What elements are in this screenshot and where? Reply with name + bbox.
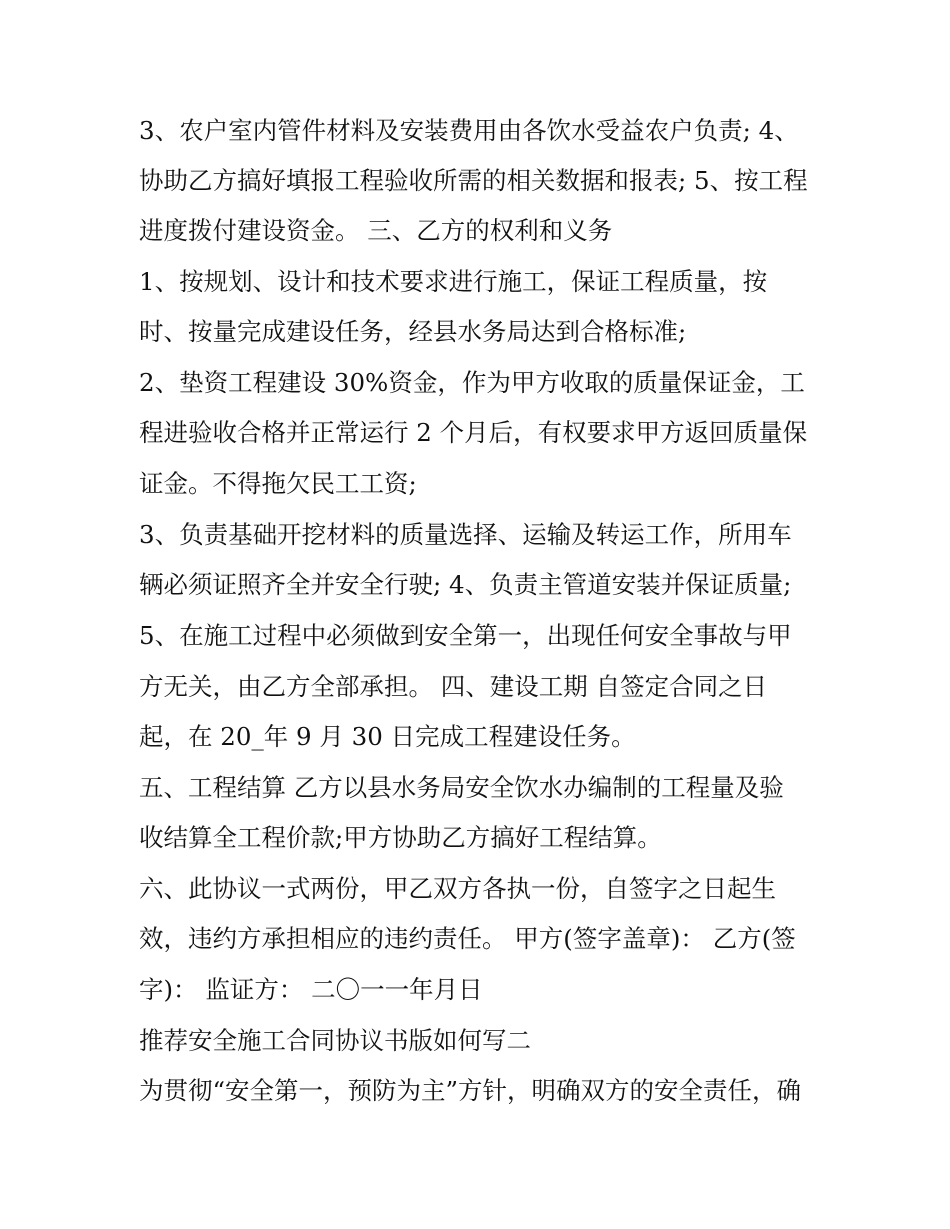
text-line: 字)： 监证方： 二〇一一年月日 (139, 975, 483, 1004)
text-line: 证金。不得拖欠民工工资; (139, 469, 417, 498)
text-line: 效，违约方承担相应的违约责任。 甲方(签字盖章)： 乙方(签 (139, 924, 796, 953)
text-line: 五、工程结算 乙方以县水务局安全饮水办编制的工程量及验 (139, 773, 784, 802)
text-line: 六、此协议一式两份，甲乙双方各执一份，自签字之日起生 (139, 874, 776, 903)
text-line: 进度拨付建设资金。 三、乙方的权利和义务 (139, 216, 613, 245)
text-line: 辆必须证照齐全并安全行驶; 4、负责主管道安装并保证质量; (139, 570, 792, 599)
text-line: 3、负责基础开挖材料的质量选择、运输及转运工作，所用车 (139, 520, 792, 549)
text-line: 协助乙方搞好填报工程验收所需的相关数据和报表; 5、按工程 (139, 166, 808, 195)
text-line: 3、农户室内管件材料及安装费用由各饮水受益农户负责; 4、 (139, 116, 799, 145)
text-line: 为贯彻“安全第一，预防为主”方针，明确双方的安全责任，确 (139, 1076, 802, 1105)
text-line: 起，在 20_年 9 月 30 日完成工程建设任务。 (139, 722, 636, 751)
text-line: 2、垫资工程建设 30%资金，作为甲方收取的质量保证金，工 (139, 368, 805, 397)
text-line: 1、按规划、设计和技术要求进行施工，保证工程质量，按 (139, 267, 768, 296)
text-line: 时、按量完成建设任务，经县水务局达到合格标准; (139, 317, 687, 346)
text-line: 5、在施工过程中必须做到安全第一，出现任何安全事故与甲 (139, 621, 792, 650)
section-heading: 推荐安全施工合同协议书版如何写二 (139, 1026, 531, 1055)
text-line: 方无关，由乙方全部承担。 四、建设工期 自签定合同之日 (139, 672, 768, 701)
text-line: 程进验收合格并正常运行 2 个月后，有权要求甲方返回质量保 (139, 418, 808, 447)
text-line: 收结算全工程价款;甲方协助乙方搞好工程结算。 (139, 823, 662, 852)
